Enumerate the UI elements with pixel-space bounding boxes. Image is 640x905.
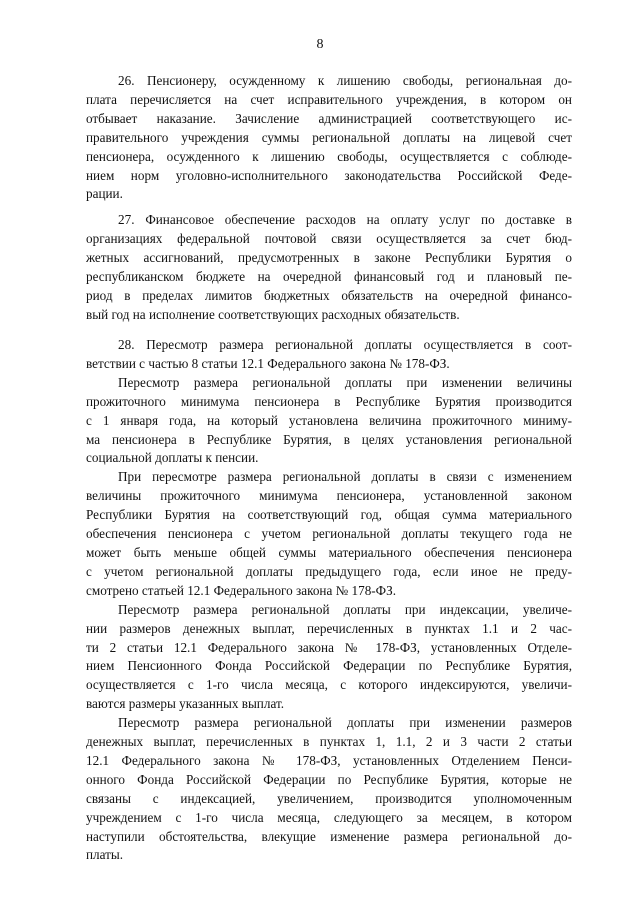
text-line: учреждением с 1-го числа месяца, следующего за месяцем, в котором	[86, 809, 572, 825]
text-line: ма пенсионера в Республике Бурятия, в целях установления региональной	[86, 431, 572, 447]
text-line: онного Фонда Российской Федерации по Республике Бурятия, которые не	[86, 771, 572, 787]
text-line: ветствии с частью 8 статьи 12.1 Федерального закона № 178-ФЗ.	[86, 355, 450, 371]
text-line: республиканском бюджете на очередной финансовый год и плановый пе-	[86, 268, 572, 284]
text-line: Пересмотр размера региональной доплаты при индексации, увеличе-	[118, 601, 572, 617]
text-line: социальной доплаты к пенсии.	[86, 450, 259, 466]
text-line: 28. Пересмотр размера региональной доплаты осуществляется в соот-	[118, 337, 572, 352]
text-line: жетных ассигнований, предусмотренных в законе Республики Бурятия о	[86, 249, 572, 265]
text-line: нием Пенсионного Фонда Российской Федерации по Республике Бурятия,	[86, 658, 572, 674]
text-line: обеспечения пенсионера с учетом региональной доплаты текущего года не	[86, 526, 572, 542]
text-line: нием норм уголовно-исполнительного законодательства Российской Феде-	[86, 167, 572, 183]
page-number: 8	[316, 37, 324, 52]
text-line: наступили обстоятельства, влекущие изменение размера региональной до-	[86, 828, 572, 844]
text-line: осуществляется с 1-го числа месяца, с которого индексируются, увеличи-	[86, 677, 572, 693]
text-line: риод в пределах лимитов бюджетных обязательств на очередной финансо-	[86, 287, 572, 303]
text-line: с учетом региональной доплаты предыдущего года, если иное не преду-	[86, 563, 572, 579]
text-line: может быть меньше общей суммы материального обеспечения пенсионера	[86, 544, 572, 560]
text-line: связаны с индексацией, увеличением, производится уполномоченным	[86, 790, 572, 806]
text-line: ти 2 статьи 12.1 Федерального закона № 178-ФЗ, установленных Отделе-	[86, 639, 572, 655]
text-line: рации.	[86, 186, 123, 202]
text-line: плата перечисляется на счет исправительного учреждения, в котором он	[86, 91, 572, 107]
text-line: с 1 января года, на который установлена величина прожиточного миниму-	[86, 412, 572, 428]
text-line: отбывает наказание. Зачисление администрацией соответствующего ис-	[86, 110, 572, 126]
paragraph-27	[86, 211, 572, 324]
text-line: При пересмотре размера региональной доплаты в связи с изменением	[118, 469, 572, 485]
text-line: пенсионера, осужденного к лишению свободы, осуществляется с соблюде-	[86, 148, 572, 164]
text-line: величины прожиточного минимума пенсионера, установленной законом	[86, 488, 572, 504]
text-line: платы.	[86, 847, 124, 863]
text-line: Пересмотр размера региональной доплаты при изменении величины	[118, 374, 572, 390]
text-line: организациях федеральной почтовой связи осуществляется за счет бюд-	[86, 230, 572, 246]
text-line: Республики Бурятия на соответствующий год, общая сумма материального	[86, 507, 572, 523]
text-line: вый год на исполнение соответствующих расходных обязательств.	[86, 306, 460, 322]
paragraph-28	[86, 336, 572, 865]
text-line: 26. Пенсионеру, осужденному к лишению свободы, региональная до-	[118, 73, 572, 88]
text-line: смотрено статьей 12.1 Федерального закона № 178-ФЗ.	[86, 582, 397, 598]
text-line: правительного учреждения суммы региональной доплаты на лицевой счет	[86, 129, 572, 145]
text-line: 12.1 Федерального закона № 178-ФЗ, установленных Отделением Пенси-	[86, 752, 572, 768]
paragraph-26	[86, 72, 572, 204]
text-line: Пересмотр размера региональной доплаты при изменении размеров	[118, 715, 572, 731]
text-line: 27. Финансовое обеспечение расходов на оплату услуг по доставке в	[118, 212, 572, 227]
text-line: ваются размеры указанных выплат.	[86, 696, 285, 712]
text-line: прожиточного минимума пенсионера в Республике Бурятия производится	[86, 393, 572, 409]
text-line: нии размеров денежных выплат, перечисленных в пунктах 1.1 и 2 час-	[86, 620, 572, 636]
text-line: денежных выплат, перечисленных в пунктах 1, 1.1, 2 и 3 части 2 статьи	[86, 734, 572, 750]
